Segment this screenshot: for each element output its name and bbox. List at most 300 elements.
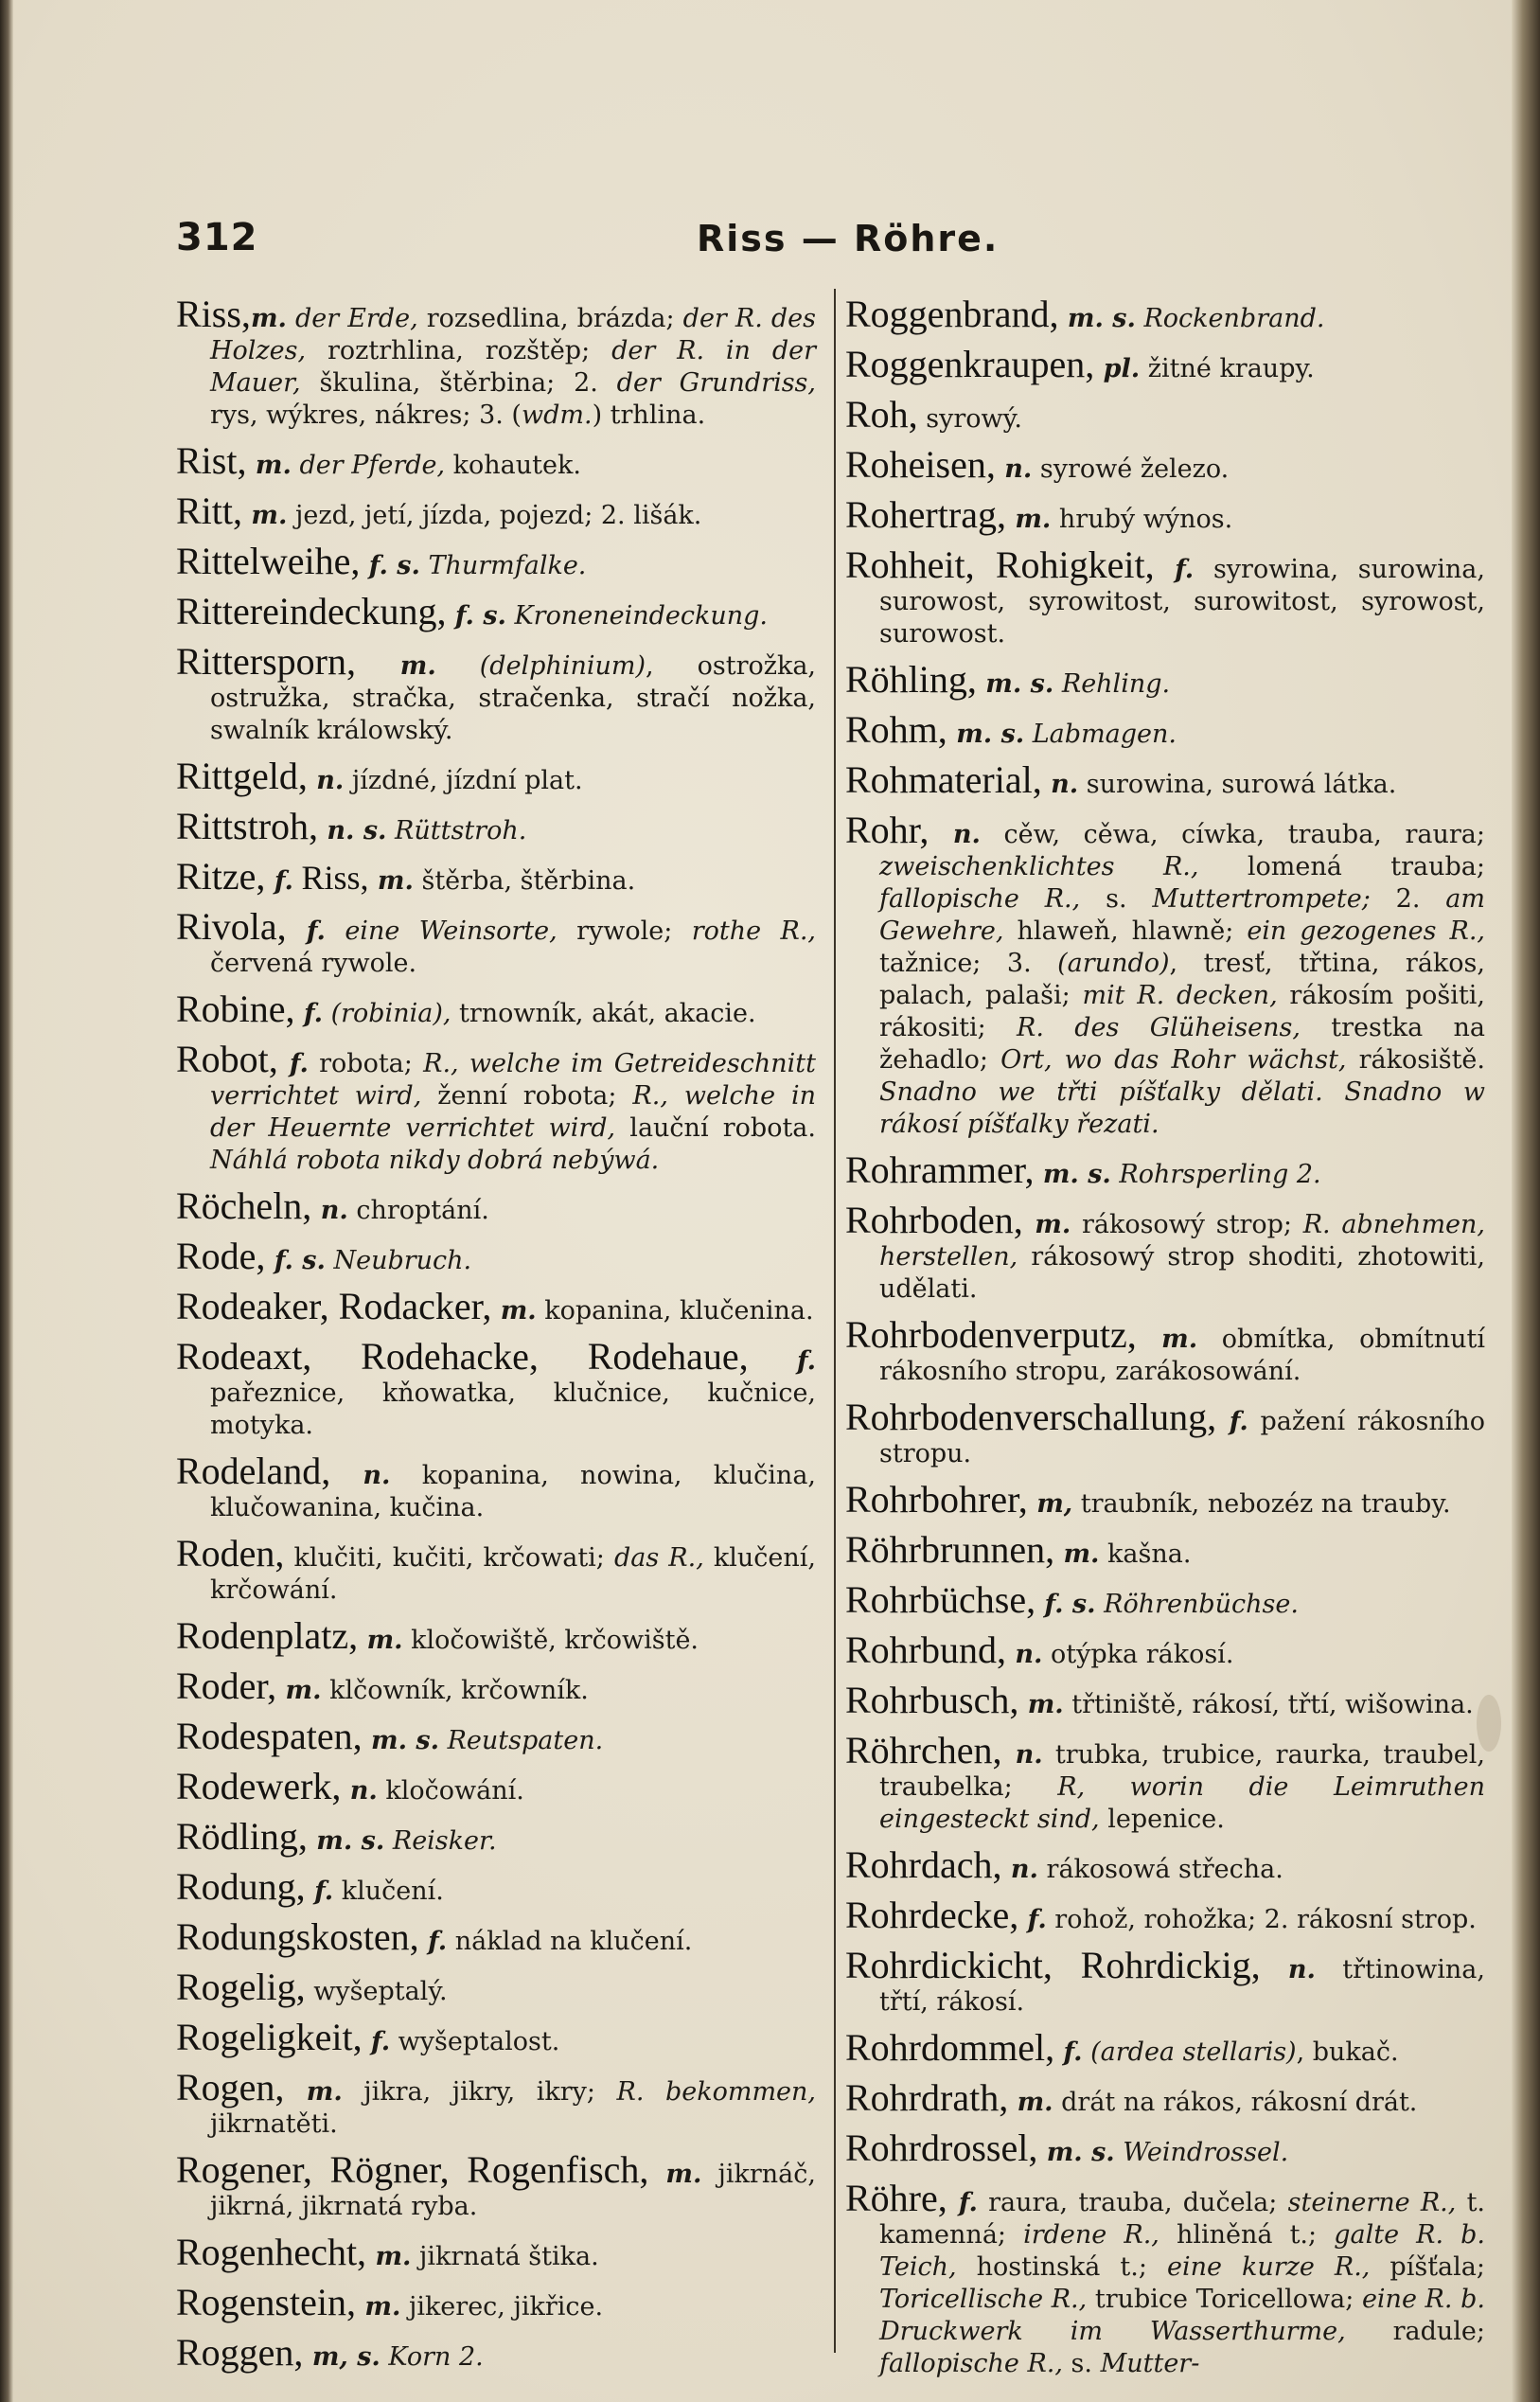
german-phrase: der Erde, — [286, 304, 418, 333]
definition-text: 2. — [1370, 884, 1446, 914]
definition-text: jikrnatěti. — [210, 2109, 338, 2139]
headword: Rodeaxt, Rodehacke, Rodehaue, — [176, 1335, 749, 1378]
headword: Robot, — [176, 1038, 278, 1080]
headword: Rohmaterial, — [845, 758, 1042, 801]
grammar-label: m. — [284, 2077, 343, 2107]
german-phrase: Weindrossel. — [1114, 2138, 1289, 2167]
dictionary-entry — [845, 1478, 1485, 1521]
inline-headword: Riss, — [301, 859, 369, 897]
dictionary-entry — [176, 755, 816, 797]
definition-text: hrubý wýnos. — [1051, 505, 1233, 534]
definition-text: tažnice; 3. — [879, 949, 1058, 978]
definition-text: drát na rákos, rákosní drát. — [1053, 2088, 1418, 2117]
grammar-label: m. — [366, 2242, 412, 2271]
dictionary-entry — [845, 1628, 1485, 1671]
definition-text: rywole; — [557, 916, 692, 946]
definition-text: lauční robota. — [615, 1113, 816, 1143]
german-phrase: Thurmfalke. — [419, 551, 587, 580]
definition-text: jikrnáč, jikrná, jikrnatá ryba. — [210, 2160, 816, 2221]
grammar-label: n. — [929, 820, 981, 849]
headword: Rodenplatz, — [176, 1614, 359, 1657]
german-phrase: eine Weinsorte, — [325, 916, 558, 946]
grammar-label: f. — [305, 1877, 334, 1906]
headword: Röhrchen, — [845, 1729, 1002, 1771]
german-phrase: am Gewehre, — [879, 884, 1485, 946]
headword: Rogenstein, — [176, 2281, 356, 2323]
definition-text: s. — [1062, 2349, 1101, 2378]
dictionary-entry — [845, 393, 1485, 436]
dictionary-entry — [845, 2076, 1485, 2119]
german-phrase: (ardea stellaris) — [1082, 2037, 1297, 2067]
grammar-label: n. — [311, 1196, 348, 1225]
definition-text: raura, trauba, dučela; — [977, 2188, 1288, 2217]
grammar-label: n. — [341, 1776, 378, 1806]
headword: Rittstroh, — [176, 805, 319, 847]
grammar-label: m. — [355, 651, 436, 681]
definition-text: s. — [1080, 884, 1153, 914]
dictionary-entry — [176, 2016, 816, 2058]
dictionary-entry — [176, 293, 816, 432]
grammar-label: m. — [358, 1626, 403, 1655]
definition-text: jízdné, jízdní plat. — [344, 766, 583, 795]
headword: Rogenhecht, — [176, 2231, 367, 2273]
german-phrase: R., welche in der Heuernte verrichtet wird, — [210, 1081, 816, 1143]
german-phrase: das R., — [613, 1543, 704, 1573]
dictionary-entry — [845, 1528, 1485, 1571]
headword: Rogeligkeit, — [176, 2016, 363, 2058]
german-phrase: Kroneneindeckung. — [505, 601, 768, 631]
german-phrase: R. des Glüheisens, — [1017, 1013, 1301, 1042]
dictionary-entry — [845, 1894, 1485, 1936]
dictionary-entry — [176, 2331, 816, 2374]
headword: Rohrdrath, — [845, 2076, 1009, 2119]
dictionary-entry — [845, 443, 1485, 486]
headword: Ritze, — [176, 855, 266, 898]
dictionary-entry — [845, 809, 1486, 1141]
headword: Rohrbodenverschallung, — [845, 1396, 1217, 1438]
dictionary-entry — [176, 1765, 816, 1807]
dictionary-entry — [176, 1450, 816, 1524]
german-phrase: Ort, wo das Rohr wächst, — [1000, 1045, 1347, 1075]
grammar-label: f. — [748, 1346, 817, 1376]
german-phrase: ein gezogenes R., — [1247, 916, 1485, 946]
headword: Ritt, — [176, 489, 243, 532]
definition-text: třtinowina, třtí, rákosí. — [879, 1955, 1485, 2017]
dictionary-entry — [845, 658, 1485, 701]
dictionary-entry — [176, 855, 816, 898]
dictionary-entry — [176, 540, 816, 582]
dictionary-entry — [176, 489, 816, 532]
definition-text: wyšeptalost. — [390, 2027, 560, 2056]
german-phrase: Rehling. — [1053, 669, 1171, 699]
grammar-label: n. — [1260, 1955, 1316, 1984]
headword: Röhling, — [845, 658, 977, 701]
dictionary-entry — [176, 805, 816, 847]
grammar-label: m. s. — [947, 720, 1025, 749]
dictionary-entry — [845, 1679, 1485, 1721]
german-phrase: (arundo) — [1057, 949, 1170, 978]
grammar-label: m. s. — [362, 1726, 439, 1755]
dictionary-entry — [176, 1285, 816, 1327]
grammar-label: f. — [1216, 1407, 1248, 1436]
dictionary-entry — [845, 1313, 1485, 1388]
headword: Rogelig, — [176, 1966, 306, 2008]
german-phrase: galte R. b. Teich, — [879, 2220, 1486, 2282]
german-phrase: R. abnehmen, herstellen, — [879, 1210, 1486, 1272]
dictionary-entry — [176, 1664, 816, 1707]
definition-text: štěrba, štěrbina. — [413, 866, 636, 896]
definition-text: rohož, rohožka; 2. rákosní strop. — [1046, 1905, 1477, 1934]
definition-text: obmítka, obmítnutí rákosního stropu, zarákosowání. — [879, 1325, 1485, 1386]
grammar-label: m. — [1136, 1325, 1198, 1354]
headword: Rodung, — [176, 1865, 306, 1908]
grammar-label: f. — [1154, 555, 1195, 584]
grammar-label: f. — [1018, 1905, 1047, 1934]
headword: Rittersporn, — [176, 640, 356, 683]
dictionary-entry — [176, 1865, 816, 1908]
german-phrase: R. bekommen, — [616, 2077, 817, 2107]
definition-text: trnowník, akát, akacie. — [451, 999, 756, 1028]
dictionary-entry — [176, 439, 816, 482]
definition-text: píšťala; — [1370, 2252, 1485, 2282]
headword: Roheisen, — [845, 443, 996, 486]
dictionary-entry — [845, 2126, 1485, 2169]
german-phrase: Muttertrompete; — [1152, 884, 1371, 914]
dictionary-entry — [176, 2281, 816, 2323]
grammar-label: m. — [491, 1296, 537, 1326]
german-phrase: Rohrsperling 2. — [1110, 1160, 1321, 1189]
grammar-label: m. — [1008, 2088, 1053, 2117]
definition-text: syrowina, surowina, surowost, syrowitost, surowitost, syrowost, surowost. — [879, 555, 1485, 649]
dictionary-entry — [176, 2066, 817, 2141]
headword: Rohrbodenverputz, — [845, 1313, 1137, 1356]
german-phrase: R, worin die Leimruthen eingesteckt sind, — [879, 1772, 1485, 1834]
grammar-label: n. — [1006, 1640, 1043, 1669]
definition-text: cěw, cěwa, cíwka, trauba, raura; — [980, 820, 1485, 849]
page-header — [176, 216, 1482, 273]
grammar-label: f. s. — [360, 551, 420, 580]
headword: Roggenbrand, — [845, 293, 1059, 335]
headword: Rohr, — [845, 809, 929, 851]
headword: Rohertrag, — [845, 493, 1006, 536]
headword: Rodewerk, — [176, 1765, 342, 1807]
grammar-label: n. — [330, 1461, 391, 1490]
grammar-label: m. s. — [307, 1826, 385, 1856]
definition-text: roztrhlina, rozštěp; — [306, 336, 612, 365]
definition-text: syrowý. — [917, 404, 1022, 434]
headword: Rohrammer, — [845, 1148, 1035, 1191]
headword: Rodeaker, Rodacker, — [176, 1285, 492, 1327]
definition-text: rákosím pošiti, rákositi; — [879, 981, 1485, 1042]
headword: Roder, — [176, 1664, 277, 1707]
definition-text: rozsedlina, brázda; — [417, 304, 683, 333]
german-phrase: Rüttstroh. — [386, 816, 527, 845]
definition-text: klučení, krčowání. — [210, 1543, 816, 1605]
headword: Roggen, — [176, 2331, 304, 2374]
grammar-label: m. — [1018, 1690, 1064, 1719]
headword: Rodeland, — [176, 1450, 331, 1492]
grammar-label: m. — [1054, 1539, 1100, 1569]
definition-text: lomená trauba; — [1198, 852, 1486, 881]
headword: Rohrdommel, — [845, 2026, 1055, 2069]
headword: Rohrboden, — [845, 1199, 1023, 1241]
definition-text: klučení. — [333, 1877, 444, 1906]
definition-text: rys, wýkres, nákres; 3. ( — [210, 400, 522, 430]
grammar-label: m. — [648, 2160, 702, 2189]
german-phrase: (robinia), — [323, 999, 451, 1028]
german-phrase: rothe R., — [691, 916, 816, 946]
definition-text: rákosowý strop shoditi, zhotowiti, udělati. — [879, 1242, 1485, 1304]
definition-text: , bukač. — [1296, 2037, 1399, 2067]
german-phrase: fallopische R., — [879, 884, 1081, 914]
german-phrase: Reutspaten. — [439, 1726, 604, 1755]
german-phrase: Toricellische R., — [879, 2285, 1088, 2314]
headword: Rohrbund, — [845, 1628, 1006, 1671]
headword: Rodespaten, — [176, 1715, 363, 1757]
german-phrase: fallopische R., — [879, 2349, 1063, 2378]
definition-text: hlaweň, hlawně; — [1003, 916, 1248, 946]
grammar-label: f. — [418, 1927, 448, 1956]
definition-text: kločowání. — [377, 1776, 524, 1806]
grammar-label: m. — [246, 451, 292, 480]
dictionary-entry — [176, 2231, 816, 2273]
definition-text: ženní robota; — [421, 1081, 633, 1111]
definition-text: rákosowý strop; — [1071, 1210, 1303, 1239]
grammar-label: f. s. — [265, 1246, 326, 1275]
dictionary-entry — [845, 1148, 1485, 1191]
running-head: Riss — Röhre. — [697, 218, 1000, 259]
grammar-label: m. s. — [1058, 304, 1136, 333]
dictionary-entry — [845, 708, 1485, 751]
definition-text: kopanina, nowina, klučina, klučowanina, kučina. — [210, 1461, 816, 1522]
german-phrase: Korn 2. — [380, 2342, 484, 2372]
grammar-label: n. — [1001, 1855, 1038, 1884]
german-phrase: Náhlá robota nikdy dobrá nebýwá. — [210, 1146, 660, 1175]
headword: Rittereindeckung, — [176, 590, 447, 632]
headword: Rittgeld, — [176, 755, 308, 797]
grammar-label: m. s. — [1034, 1160, 1111, 1189]
german-phrase: zweischenklichtes R., — [879, 852, 1199, 881]
dictionary-entry — [845, 1578, 1485, 1621]
german-phrase: Rockenbrand. — [1135, 304, 1325, 333]
dictionary-entry — [176, 640, 817, 747]
definition-text: třtiniště, rákosí, třtí, wišowina. — [1063, 1690, 1474, 1719]
dictionary-entry — [845, 2026, 1485, 2069]
definition-text: jikerec, jikřice. — [400, 2292, 604, 2322]
headword: Roden, — [176, 1532, 285, 1575]
definition-text: červená rywole. — [210, 949, 417, 978]
dictionary-entry — [176, 1715, 816, 1757]
dictionary-entry — [176, 1184, 816, 1227]
grammar-label: m. — [1005, 505, 1052, 534]
grammar-label: f. — [277, 1049, 309, 1078]
dictionary-entry — [845, 758, 1485, 801]
headword: Rohrdach, — [845, 1843, 1002, 1886]
dictionary-entry — [845, 1729, 1485, 1836]
headword: Rohrdickicht, Rohrdickig, — [845, 1944, 1261, 1986]
column-divider — [834, 289, 836, 2353]
headword: Rohm, — [845, 708, 947, 751]
dictionary-entry — [845, 493, 1485, 536]
grammar-label: n. — [1041, 770, 1079, 799]
german-phrase: Snadno we třti píšťalky dělati. Snadno w rákosí píšťalky řezati. — [879, 1077, 1485, 1139]
dictionary-entry — [845, 293, 1485, 335]
grammar-label: f. — [265, 866, 293, 896]
headword: Riss, — [176, 293, 251, 335]
right-column — [845, 293, 1486, 2393]
headword: Roggenkraupen, — [845, 343, 1095, 385]
headword: Rist, — [176, 439, 247, 482]
definition-text: kašna. — [1099, 1539, 1192, 1569]
grammar-label: m. s. — [1037, 2138, 1115, 2167]
definition-text: , ostrožka, ostružka, stračka, stračenka, stračí nožka, swalník králowský. — [210, 651, 817, 745]
dictionary-entry — [176, 987, 816, 1030]
german-phrase: Reisker. — [384, 1826, 497, 1856]
definition-text: pažení rákosního stropu. — [879, 1407, 1486, 1468]
page-number: 312 — [176, 216, 258, 259]
grammar-label: m. — [368, 866, 414, 896]
german-phrase: Röhrenbüchse. — [1095, 1590, 1299, 1619]
german-phrase: eine kurze R., — [1166, 2252, 1371, 2282]
german-phrase: irdene R., — [1023, 2220, 1159, 2250]
definition-text: radule; — [1345, 2317, 1485, 2346]
definition-text: náklad na klučení. — [447, 1927, 693, 1956]
dictionary-entry — [176, 1966, 816, 2008]
dictionary-entry — [845, 2177, 1486, 2380]
dictionary-entry — [176, 1235, 816, 1277]
definition-text: hostinská t.; — [956, 2252, 1167, 2282]
definition-text: t. kamenná; — [879, 2188, 1485, 2250]
grammar-label: n. s. — [318, 816, 387, 845]
german-phrase: (delphinium) — [435, 651, 646, 681]
dictionary-entry — [845, 343, 1485, 385]
headword: Rohheit, Rohigkeit, — [845, 543, 1155, 586]
grammar-label: m. — [242, 501, 288, 530]
headword: Rivola, — [176, 905, 287, 948]
grammar-label: f. — [947, 2188, 978, 2217]
definition-text: klučiti, kučiti, krčowati; — [284, 1543, 614, 1573]
headword: Rogen, — [176, 2066, 285, 2108]
grammar-label: m. — [276, 1676, 322, 1705]
definition-text: ) trhlina. — [592, 400, 706, 430]
definition-text: wyšeptalý. — [305, 1977, 448, 2006]
dictionary-entry — [176, 1038, 817, 1177]
german-phrase: wdm. — [521, 400, 593, 430]
german-phrase: Labmagen. — [1024, 720, 1177, 749]
dictionary-entry — [176, 1915, 816, 1958]
definition-text: rákosowá střecha. — [1037, 1855, 1283, 1884]
grammar-label: f. s. — [446, 601, 506, 631]
definition-text: otýpka rákosí. — [1042, 1640, 1234, 1669]
definition-text: jezd, jetí, jízda, pojezd; 2. lišák. — [287, 501, 702, 530]
definition-text: lepenice. — [1099, 1805, 1225, 1834]
headword: Röhrbrunnen, — [845, 1528, 1055, 1571]
grammar-label: f. — [294, 999, 323, 1028]
headword: Rodungskosten, — [176, 1915, 419, 1958]
grammar-label: m. — [250, 304, 287, 333]
definition-text: kopanina, klučenina. — [536, 1296, 814, 1326]
german-phrase: der R. in der Mauer, — [210, 336, 816, 398]
page-edge-shadow — [1512, 0, 1540, 2402]
definition-text: škulina, štěrbina; 2. — [300, 368, 617, 398]
definition-text: rákosiště. — [1346, 1045, 1485, 1075]
definition-text: traubník, nebozéz na trauby. — [1072, 1489, 1451, 1519]
headword: Rohrbusch, — [845, 1679, 1019, 1721]
german-phrase: Neubruch. — [325, 1246, 472, 1275]
headword: Robine, — [176, 987, 295, 1030]
definition-text: chroptání. — [347, 1196, 489, 1225]
definition-text: kohautek. — [445, 451, 581, 480]
headword: Röcheln, — [176, 1184, 312, 1227]
grammar-label: f. — [1054, 2037, 1083, 2067]
headword: Rode, — [176, 1235, 266, 1277]
definition-text: pařeznice, kňowatka, klučnice, kučnice, motyka. — [210, 1379, 816, 1440]
grammar-label: pl. — [1094, 354, 1141, 383]
dictionary-entry — [176, 1335, 817, 1442]
page-binding-shadow — [0, 0, 13, 2402]
dictionary-entry — [845, 543, 1485, 650]
dictionary-entry — [176, 1532, 816, 1607]
dictionary-entry — [176, 1614, 816, 1657]
definition-text: kločowiště, krčowiště. — [402, 1626, 699, 1655]
dictionary-entry — [845, 1396, 1486, 1470]
german-phrase: der Pferde, — [291, 451, 446, 480]
grammar-label: n. — [995, 454, 1033, 484]
grammar-label: m, s. — [303, 2342, 381, 2372]
grammar-label: n. — [1001, 1740, 1043, 1770]
grammar-label: m. — [355, 2292, 401, 2322]
headword: Roh, — [845, 393, 918, 436]
dictionary-entry — [176, 905, 816, 980]
german-phrase: der R. des Holzes, — [210, 304, 816, 365]
headword: Rohrdecke, — [845, 1894, 1019, 1936]
headword: Rittelweihe, — [176, 540, 361, 582]
definition-text: jikrnatá štika. — [411, 2242, 599, 2271]
headword: Rödling, — [176, 1815, 308, 1858]
german-phrase: mit R. decken, — [1082, 981, 1278, 1010]
headword: Rohrbüchse, — [845, 1578, 1036, 1621]
grammar-label: m. — [1022, 1210, 1071, 1239]
dictionary-entry — [845, 1944, 1485, 2019]
german-phrase: steinerne R., — [1287, 2188, 1457, 2217]
dictionary-entry — [845, 1199, 1486, 1306]
headword: Rohrbohrer, — [845, 1478, 1028, 1521]
definition-text: trubka, trubice, raurka, traubel, traubelka; — [879, 1740, 1485, 1802]
dictionary-entry — [845, 1843, 1485, 1886]
left-column — [176, 293, 817, 2387]
german-phrase: Mutter- — [1100, 2349, 1200, 2378]
dictionary-entry — [176, 590, 816, 632]
definition-text: jikra, jikry, ikry; — [342, 2077, 617, 2107]
dictionary-entry — [176, 2148, 816, 2223]
definition-text: robota; — [308, 1049, 424, 1078]
headword: Rohrdrossel, — [845, 2126, 1038, 2169]
definition-text: klčowník, krčowník. — [321, 1676, 589, 1705]
definition-text: trubice Toricellowa; — [1087, 2285, 1362, 2314]
grammar-label: m, — [1027, 1489, 1073, 1519]
headword: Röhre, — [845, 2177, 947, 2219]
definition-text: hliněná t.; — [1159, 2220, 1335, 2250]
definition-text: surowina, surowá látka. — [1078, 770, 1397, 799]
definition-text: , tresť, třtina, rákos, palach, palaši; — [879, 949, 1485, 1010]
german-phrase: R., welche im Getreideschnitt verrichtet wird, — [210, 1049, 817, 1111]
definition-text: žitné kraupy. — [1140, 354, 1315, 383]
dictionary-entry — [176, 1815, 816, 1858]
headword: Rogener, Rögner, Rogenfisch, — [176, 2148, 649, 2191]
grammar-label: m. s. — [976, 669, 1054, 699]
grammar-label: f. — [362, 2027, 391, 2056]
grammar-label: f. — [286, 916, 326, 946]
